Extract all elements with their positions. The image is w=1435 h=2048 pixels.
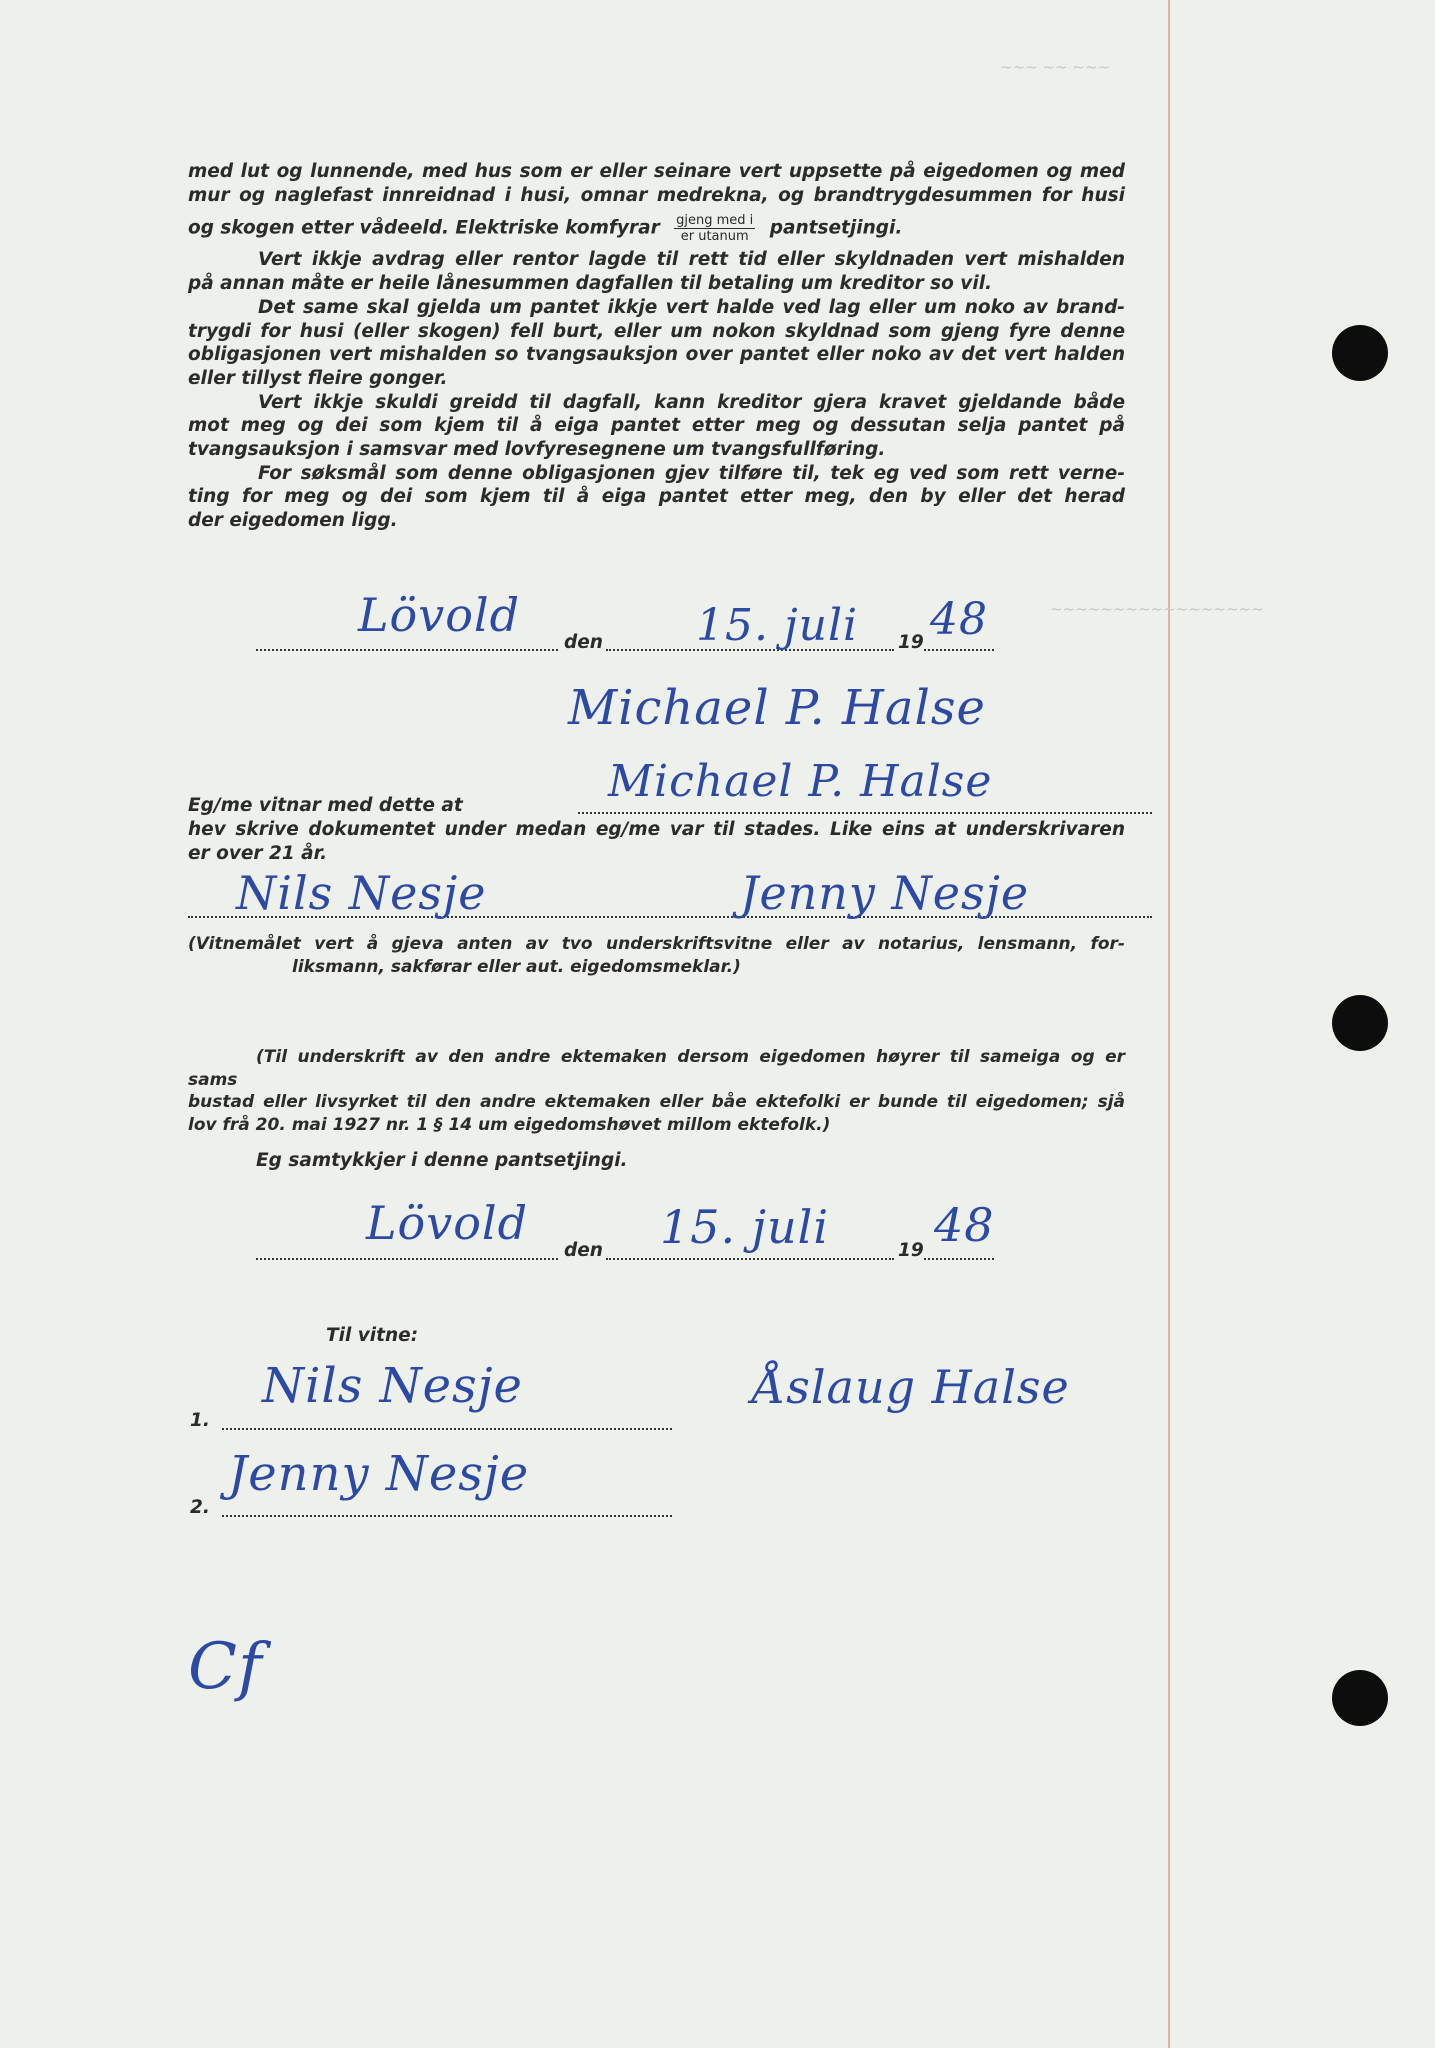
text-line — [188, 213, 1125, 244]
handwritten-place: Lövold — [358, 588, 521, 642]
witness-statement: Eg/me vitnar med dette at — [188, 795, 463, 816]
handwritten-place: Lövold — [366, 1196, 529, 1250]
year-line — [924, 649, 994, 651]
den-label: den — [564, 632, 603, 653]
place-line — [256, 1258, 558, 1260]
witness-line — [578, 812, 1152, 814]
handwritten-year: 48 — [930, 594, 988, 645]
text-line: mot meg og dei som kjem til å eiga pantet etter meg og dessutan selja pantet på — [188, 415, 1125, 437]
consent-text: Eg samtykkjer i denne pantsetjingi. — [256, 1150, 628, 1171]
handwritten-year: 48 — [934, 1198, 995, 1252]
text-line: obligasjonen vert mishalden so tvangsauksjon over pantet eller noko av det vert halden — [188, 344, 1125, 366]
handwritten-date: 15. juli — [660, 1200, 830, 1254]
text-fragment: og skogen etter vådeeld. Elektriske komfyrar — [188, 217, 660, 239]
witness-signature-2: Jenny Nesje — [740, 866, 1030, 920]
witness-signature-2: Jenny Nesje — [228, 1446, 530, 1502]
text-line: trygdi for husi (eller skogen) fell burt, eller um nokon skyldnad som gjeng fyre denne — [188, 320, 1125, 342]
text-line: (Vitnemålet vert å gjeva anten av tvo underskriftsvitne eller av notarius, lensmann, for- — [188, 934, 1125, 954]
place-line — [256, 649, 558, 651]
text-line: med lut og lunnende, med hus som er eller seinare vert uppsette på eigedomen og med — [188, 161, 1125, 182]
den-label: den — [564, 1240, 603, 1261]
date-line — [606, 1258, 894, 1260]
witness-signature-1: Nils Nesje — [236, 866, 487, 920]
text-line: eller tillyst fleire gonger. — [188, 367, 448, 389]
witness-text — [188, 818, 1125, 865]
spouse-note — [188, 1046, 1125, 1136]
spouse-signature: Åslaug Halse — [752, 1360, 1070, 1414]
bleed-through-text: ~~~~~~~~~~~~~~~~~ — [1050, 600, 1264, 618]
witness-number: 1. — [190, 1410, 210, 1431]
text-line: på annan måte er heile lånesummen dagfallen til betaling um kreditor so vil. — [188, 273, 993, 295]
witness-signature-1: Nils Nesje — [262, 1358, 523, 1414]
option-bottom: er utanum — [680, 229, 749, 245]
witness-line-1 — [222, 1428, 672, 1430]
til-vitne-label: Til vitne: — [326, 1325, 419, 1346]
text-line: (Til underskrift av den andre ektemaken dersom eigedomen høyrer til sameiga og er sams — [188, 1047, 1125, 1090]
witness-line-2 — [222, 1515, 672, 1517]
initials: Cf — [188, 1630, 263, 1704]
year-prefix: 19 — [898, 1240, 924, 1261]
text-fragment: pantsetjingi. — [769, 217, 903, 239]
year-line — [924, 1258, 994, 1260]
margin-line — [1168, 0, 1170, 2048]
witness-number: 2. — [190, 1497, 210, 1518]
text-line: hev skrive dokumentet under medan eg/me var til stades. Like eins at underskrivaren — [188, 819, 1125, 840]
bleed-through-text: ~~~ ~~ ~~~ — [1000, 58, 1111, 76]
punch-hole — [1332, 995, 1388, 1051]
text-line: liksmann, sakførar eller aut. eigedomsmeklar.) — [292, 956, 741, 977]
year-prefix: 19 — [898, 632, 924, 653]
text-line: Vert ikkje skuldi greidd til dagfall, kann kreditor gjera kravet gjeldande både — [258, 391, 1125, 413]
text-line: Det same skal gjelda um pantet ikkje vert halde ved lag eller um noko av brand- — [258, 296, 1125, 318]
punch-hole — [1332, 325, 1388, 381]
text-line: Vert ikkje avdrag eller rentor lagde til rett tid eller skyldnaden vert mishalden — [258, 249, 1125, 271]
option-top: gjeng med i — [676, 213, 754, 229]
punch-hole — [1332, 1670, 1388, 1726]
text-line: lov frå 20. mai 1927 nr. 1 § 14 um eigedomshøvet millom ektefolk.) — [188, 1114, 831, 1135]
text-line: er over 21 år. — [188, 842, 328, 864]
text-line: mur og naglefast innreidnad i husi, omnar medrekna, og brandtrygdesummen for husi — [188, 184, 1125, 206]
text-line: ting for meg og dei som kjem til å eiga pantet etter meg, den by eller det herad — [188, 486, 1125, 508]
text-line: For søksmål som denne obligasjonen gjev tilføre til, tek eg ved som rett verne- — [258, 462, 1125, 484]
handwritten-date: 15. juli — [696, 600, 859, 651]
owner-signature-witnessed: Michael P. Halse — [608, 756, 993, 807]
text-line: bustad eller livsyrket til den andre ektemaken eller båe ektefolki er bunde til eigedomen; sjå — [188, 1092, 1125, 1112]
option-fraction — [674, 213, 755, 244]
owner-signature: Michael P. Halse — [568, 680, 986, 736]
body-text — [188, 160, 1125, 533]
witness-note — [188, 933, 1125, 978]
text-line: tvangsauksjon i samsvar med lovfyresegnene um tvangsfullføring. — [188, 439, 886, 461]
text-line: der eigedomen ligg. — [188, 510, 398, 532]
